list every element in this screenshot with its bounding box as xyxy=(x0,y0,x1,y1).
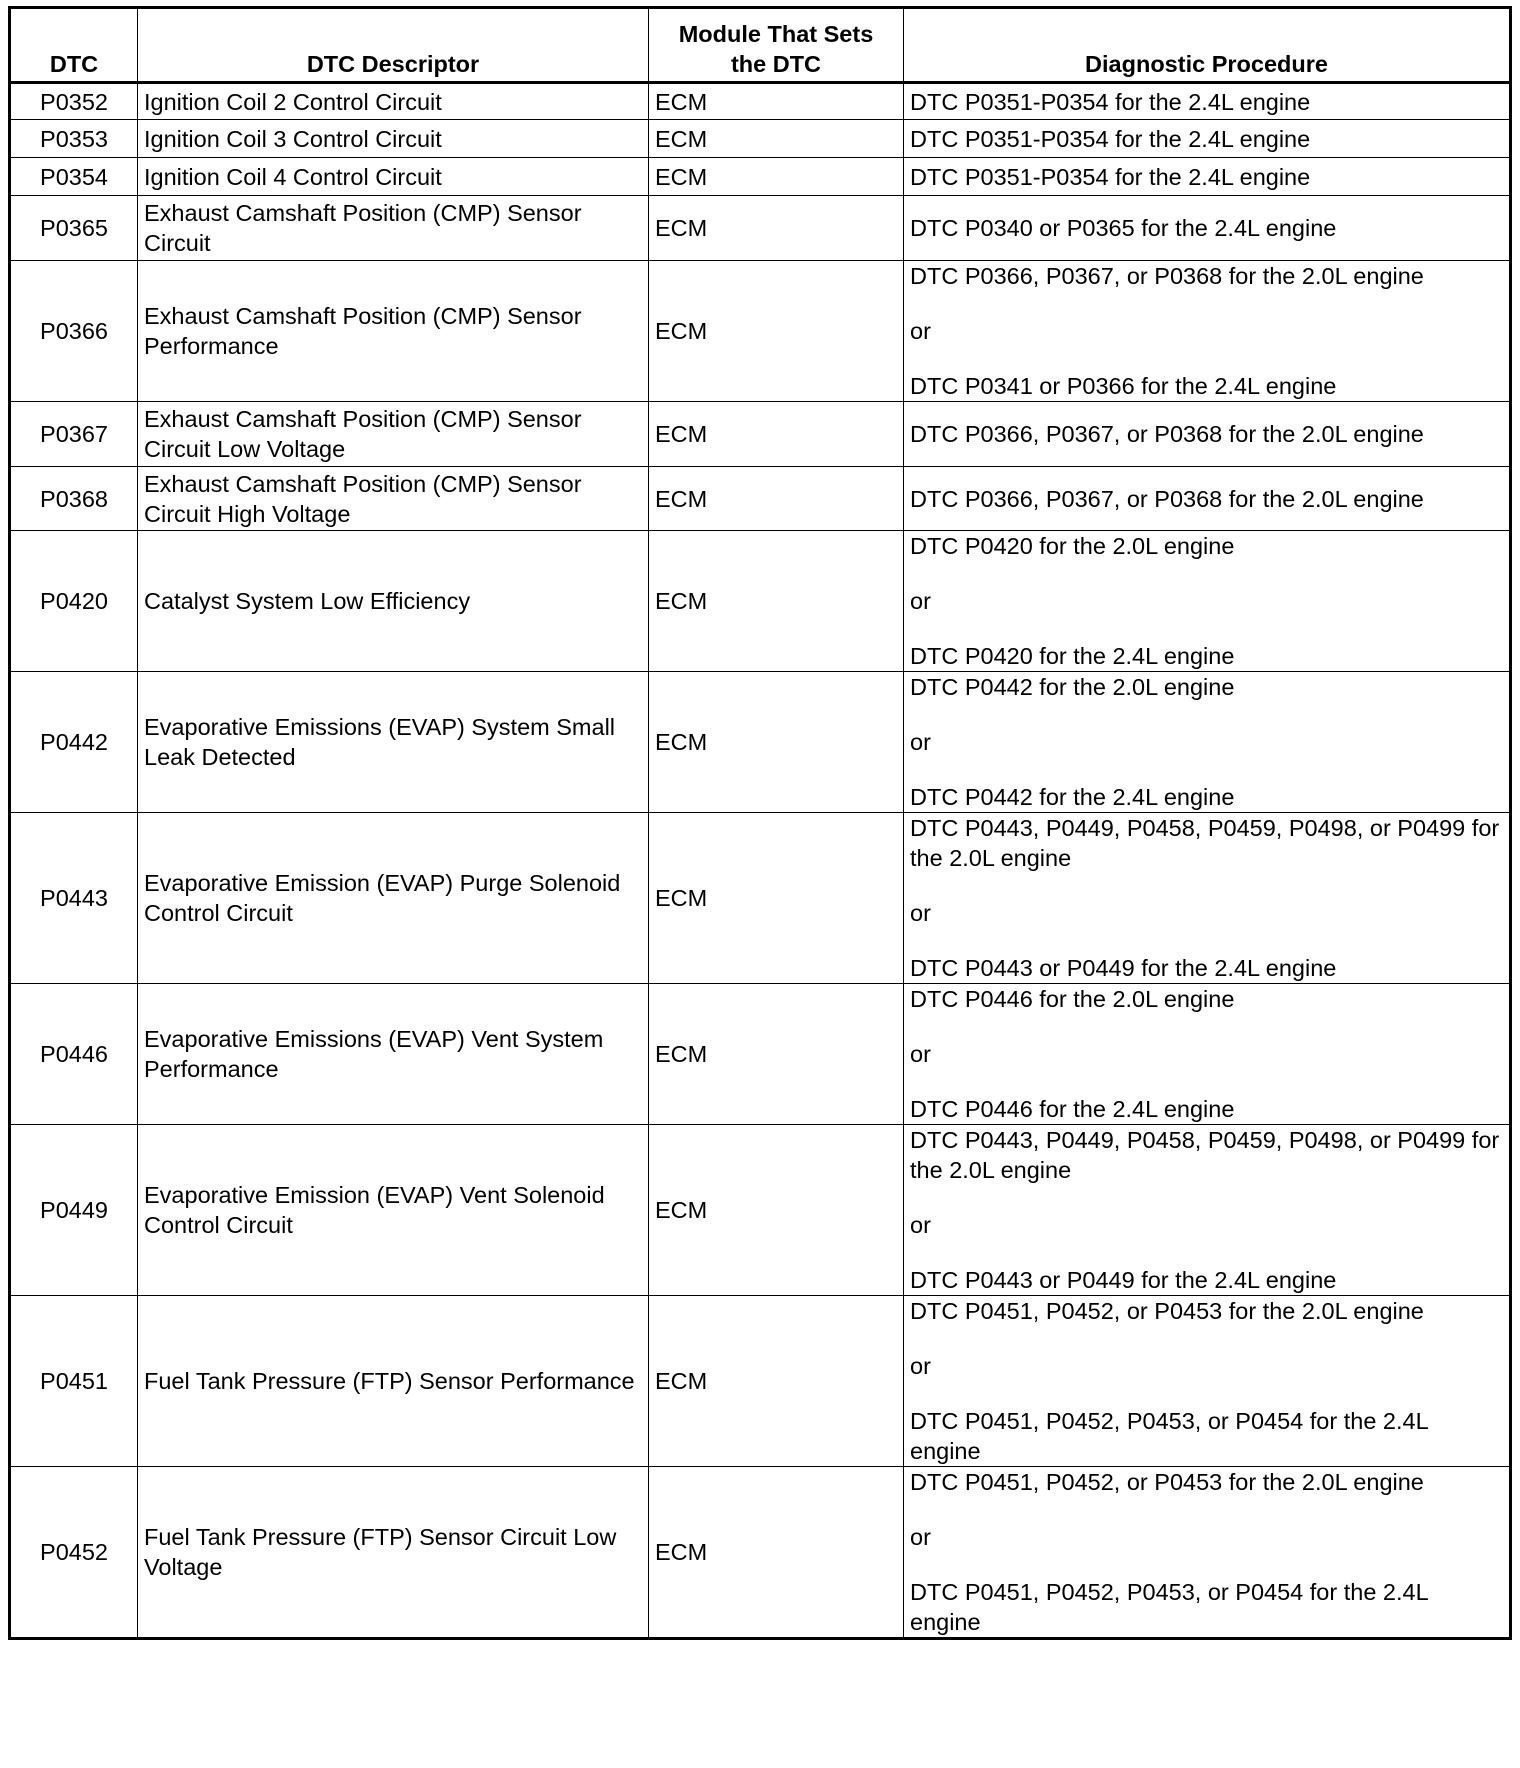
cell-dtc: P0365 xyxy=(10,196,138,261)
procedure-line: or xyxy=(910,1041,931,1067)
cell-descriptor: Ignition Coil 2 Control Circuit xyxy=(138,83,649,120)
cell-descriptor: Ignition Coil 4 Control Circuit xyxy=(138,158,649,196)
procedure-line: DTC P0443, P0449, P0458, P0459, P0498, or P0499 for the 2.0L engine xyxy=(910,815,1500,871)
cell-dtc: P0451 xyxy=(10,1296,138,1467)
procedure-spacer xyxy=(910,1014,1503,1039)
procedure-line: DTC P0451, P0452, or P0453 for the 2.0L engine xyxy=(910,1469,1424,1495)
cell-module: ECM xyxy=(649,196,904,261)
cell-module: ECM xyxy=(649,984,904,1125)
cell-procedure xyxy=(904,467,1511,531)
table-row xyxy=(10,672,1511,813)
procedure-spacer xyxy=(910,616,1503,641)
procedure-line: DTC P0446 for the 2.0L engine xyxy=(910,986,1235,1012)
cell-procedure xyxy=(904,158,1511,196)
procedure-line: DTC P0443 or P0449 for the 2.4L engine xyxy=(910,1267,1337,1293)
cell-descriptor: Exhaust Camshaft Position (CMP) Sensor Circuit High Voltage xyxy=(138,467,649,531)
header-descriptor: DTC Descriptor xyxy=(138,8,649,83)
procedure-line: DTC P0420 for the 2.4L engine xyxy=(910,643,1235,669)
cell-descriptor: Evaporative Emission (EVAP) Purge Solenoid Control Circuit xyxy=(138,813,649,984)
procedure-spacer xyxy=(910,1240,1503,1265)
cell-descriptor: Evaporative Emissions (EVAP) System Small Leak Detected xyxy=(138,672,649,813)
cell-descriptor: Fuel Tank Pressure (FTP) Sensor Performance xyxy=(138,1296,649,1467)
cell-module: ECM xyxy=(649,402,904,467)
procedure-line: DTC P0451, P0452, P0453, or P0454 for the 2.4L engine xyxy=(910,1408,1428,1464)
cell-module: ECM xyxy=(649,1467,904,1639)
cell-procedure xyxy=(904,196,1511,261)
procedure-line: DTC P0351-P0354 for the 2.4L engine xyxy=(910,163,1311,190)
procedure-line: or xyxy=(910,1524,931,1550)
procedure-line: DTC P0420 for the 2.0L engine xyxy=(910,533,1235,559)
header-dtc: DTC xyxy=(10,8,138,83)
procedure-spacer xyxy=(910,561,1503,586)
procedure-line: DTC P0446 for the 2.4L engine xyxy=(910,1096,1235,1122)
cell-module: ECM xyxy=(649,158,904,196)
cell-descriptor: Exhaust Camshaft Position (CMP) Sensor Circuit Low Voltage xyxy=(138,402,649,467)
table-row xyxy=(10,1296,1511,1467)
cell-dtc: P0420 xyxy=(10,531,138,672)
procedure-line: or xyxy=(910,588,931,614)
cell-dtc: P0442 xyxy=(10,672,138,813)
cell-procedure xyxy=(904,1296,1511,1467)
cell-procedure xyxy=(904,261,1511,402)
procedure-spacer xyxy=(910,1552,1503,1577)
procedure-line: DTC P0451, P0452, or P0453 for the 2.0L engine xyxy=(910,1298,1424,1324)
cell-module: ECM xyxy=(649,120,904,158)
cell-dtc: P0452 xyxy=(10,1467,138,1639)
procedure-line: or xyxy=(910,318,931,344)
cell-descriptor: Ignition Coil 3 Control Circuit xyxy=(138,120,649,158)
cell-module: ECM xyxy=(649,1296,904,1467)
table-row xyxy=(10,120,1511,158)
cell-module: ECM xyxy=(649,261,904,402)
cell-dtc: P0446 xyxy=(10,984,138,1125)
cell-procedure xyxy=(904,83,1511,120)
procedure-line: DTC P0366, P0367, or P0368 for the 2.0L engine xyxy=(910,421,1424,447)
table-row xyxy=(10,261,1511,402)
cell-procedure xyxy=(904,120,1511,158)
cell-dtc: P0443 xyxy=(10,813,138,984)
table-row xyxy=(10,467,1511,531)
procedure-line: DTC P0351-P0354 for the 2.4L engine xyxy=(910,125,1311,152)
cell-module: ECM xyxy=(649,672,904,813)
table-row xyxy=(10,1467,1511,1639)
procedure-line: DTC P0442 for the 2.0L engine xyxy=(910,674,1235,700)
cell-descriptor: Evaporative Emissions (EVAP) Vent System Performance xyxy=(138,984,649,1125)
table-row xyxy=(10,158,1511,196)
header-procedure: Diagnostic Procedure xyxy=(904,8,1511,83)
cell-module: ECM xyxy=(649,813,904,984)
cell-descriptor: Exhaust Camshaft Position (CMP) Sensor Circuit xyxy=(138,196,649,261)
cell-dtc: P0354 xyxy=(10,158,138,196)
cell-procedure xyxy=(904,1125,1511,1296)
cell-descriptor: Evaporative Emission (EVAP) Vent Solenoid Control Circuit xyxy=(138,1125,649,1296)
cell-dtc: P0353 xyxy=(10,120,138,158)
cell-procedure xyxy=(904,402,1511,467)
procedure-line: DTC P0443, P0449, P0458, P0459, P0498, or P0499 for the 2.0L engine xyxy=(910,1127,1500,1183)
cell-module: ECM xyxy=(649,1125,904,1296)
cell-descriptor: Exhaust Camshaft Position (CMP) Sensor Performance xyxy=(138,261,649,402)
procedure-line: DTC P0351-P0354 for the 2.4L engine xyxy=(910,88,1311,115)
procedure-line: or xyxy=(910,900,931,926)
table-body xyxy=(10,83,1511,1639)
table-row xyxy=(10,83,1511,120)
procedure-line: DTC P0341 or P0366 for the 2.4L engine xyxy=(910,373,1337,399)
cell-procedure xyxy=(904,984,1511,1125)
procedure-spacer xyxy=(910,873,1503,898)
table-row xyxy=(10,813,1511,984)
header-row xyxy=(10,8,1511,83)
table-row xyxy=(10,531,1511,672)
cell-descriptor: Catalyst System Low Efficiency xyxy=(138,531,649,672)
procedure-spacer xyxy=(910,1185,1503,1210)
procedure-spacer xyxy=(910,702,1503,727)
cell-procedure xyxy=(904,1467,1511,1639)
procedure-line: DTC P0340 or P0365 for the 2.4L engine xyxy=(910,215,1337,241)
procedure-spacer xyxy=(910,1381,1503,1406)
cell-descriptor: Fuel Tank Pressure (FTP) Sensor Circuit Low Voltage xyxy=(138,1467,649,1639)
procedure-spacer xyxy=(910,291,1503,316)
procedure-spacer xyxy=(910,346,1503,371)
procedure-spacer xyxy=(910,1326,1503,1351)
procedure-line: or xyxy=(910,1212,931,1238)
procedure-line: DTC P0451, P0452, P0453, or P0454 for the 2.4L engine xyxy=(910,1579,1428,1635)
cell-dtc: P0449 xyxy=(10,1125,138,1296)
header-module-label: Module That Sets the DTC xyxy=(678,21,874,77)
table-row xyxy=(10,196,1511,261)
cell-module: ECM xyxy=(649,531,904,672)
cell-procedure xyxy=(904,813,1511,984)
table-row xyxy=(10,402,1511,467)
procedure-line: DTC P0366, P0367, or P0368 for the 2.0L engine xyxy=(910,485,1424,512)
cell-procedure xyxy=(904,672,1511,813)
table-header xyxy=(10,8,1511,83)
cell-module: ECM xyxy=(649,467,904,531)
procedure-spacer xyxy=(910,1069,1503,1094)
cell-dtc: P0367 xyxy=(10,402,138,467)
header-module xyxy=(649,8,904,83)
procedure-line: DTC P0443 or P0449 for the 2.4L engine xyxy=(910,955,1337,981)
cell-procedure xyxy=(904,531,1511,672)
procedure-line: or xyxy=(910,729,931,755)
cell-dtc: P0368 xyxy=(10,467,138,531)
procedure-spacer xyxy=(910,928,1503,953)
procedure-spacer xyxy=(910,757,1503,782)
procedure-spacer xyxy=(910,1497,1503,1522)
procedure-line: or xyxy=(910,1353,931,1379)
procedure-line: DTC P0442 for the 2.4L engine xyxy=(910,784,1235,810)
table-row xyxy=(10,1125,1511,1296)
procedure-line: DTC P0366, P0367, or P0368 for the 2.0L engine xyxy=(910,263,1424,289)
cell-dtc: P0366 xyxy=(10,261,138,402)
cell-module: ECM xyxy=(649,83,904,120)
dtc-table xyxy=(8,6,1512,1640)
cell-dtc: P0352 xyxy=(10,83,138,120)
table-row xyxy=(10,984,1511,1125)
